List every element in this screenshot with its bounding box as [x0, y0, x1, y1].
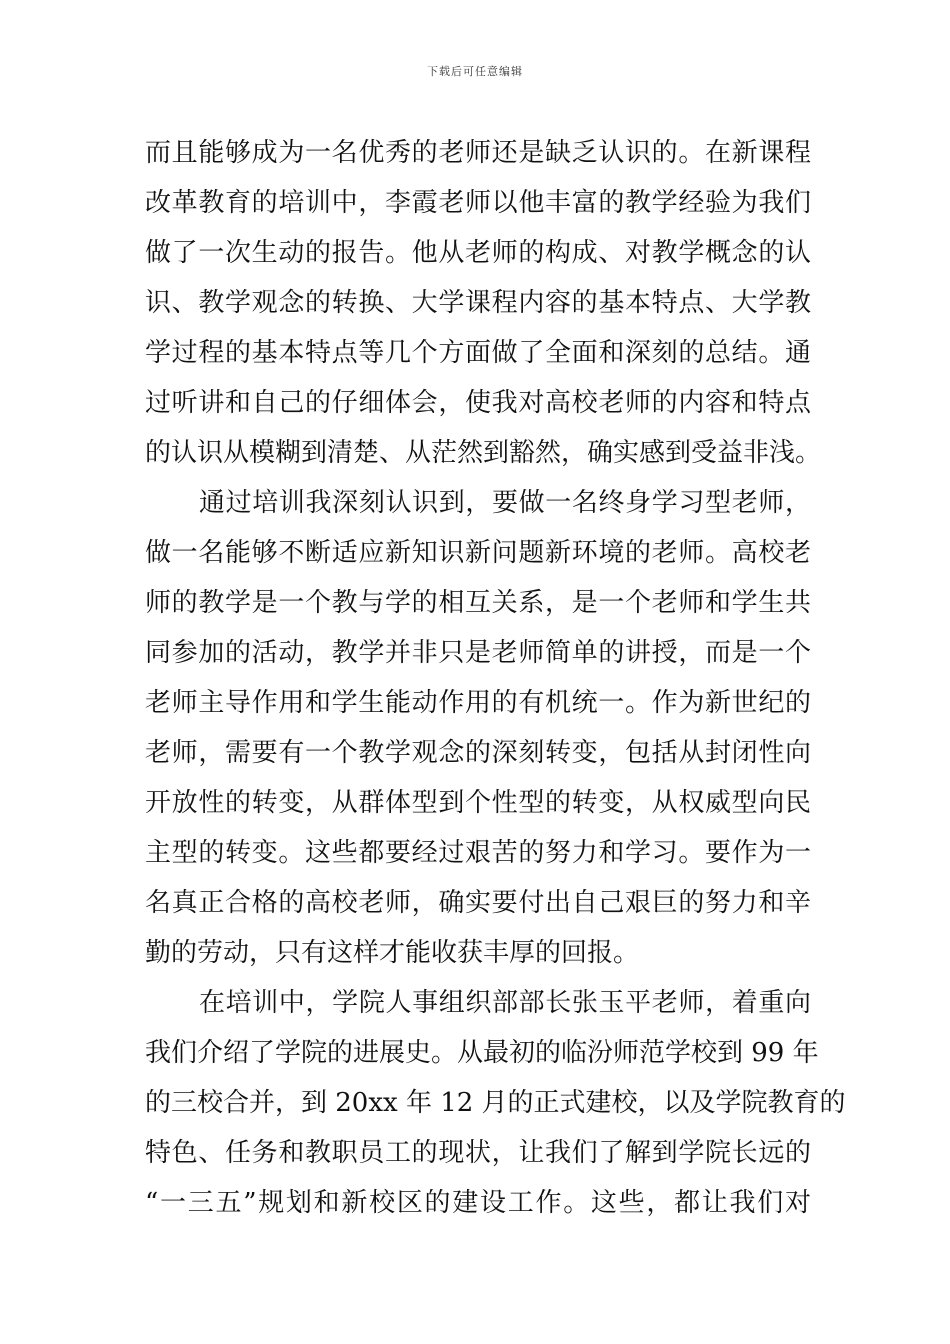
- text-line: 学过程的基本特点等几个方面做了全面和深刻的总结。通: [145, 338, 811, 368]
- text-line: 特色、任务和教职员工的现状，让我们了解到学院长远的: [145, 1138, 811, 1168]
- text-line: 名真正合格的高校老师，确实要付出自己艰巨的努力和辛: [145, 888, 811, 918]
- page-header: 下载后可任意编辑: [427, 65, 523, 78]
- text-line: 做了一次生动的报告。他从老师的构成、对教学概念的认: [145, 238, 811, 268]
- text-line: 我们介绍了学院的进展史。从最初的临汾师范学校到 99 年: [145, 1038, 819, 1068]
- text-line: 开放性的转变，从群体型到个性型的转变，从权威型向民: [145, 788, 811, 818]
- text-line: 而且能够成为一名优秀的老师还是缺乏认识的。在新课程: [145, 138, 811, 168]
- text-line: 主型的转变。这些都要经过艰苦的努力和学习。要作为一: [145, 838, 811, 868]
- text-line: 在培训中，学院人事组织部部长张玉平老师，着重向: [199, 988, 811, 1018]
- text-line: 通过培训我深刻认识到，要做一名终身学习型老师，: [199, 488, 811, 518]
- text-line: 识、教学观念的转换、大学课程内容的基本特点、大学教: [145, 288, 811, 318]
- text-line: 老师主导作用和学生能动作用的有机统一。作为新世纪的: [145, 688, 811, 718]
- text-line: 改革教育的培训中，李霞老师以他丰富的教学经验为我们: [145, 188, 811, 218]
- text-line: “一三五”规划和新校区的建设工作。这些，都让我们对: [145, 1188, 811, 1218]
- text-line: 同参加的活动，教学并非只是老师简单的讲授，而是一个: [145, 638, 811, 668]
- text-line: 做一名能够不断适应新知识新问题新环境的老师。高校老: [145, 538, 811, 568]
- text-line: 勤的劳动，只有这样才能收获丰厚的回报。: [145, 938, 640, 968]
- body-text: [145, 128, 846, 1228]
- text-line: 的三校合并，到 20xx 年 12 月的正式建校，以及学院教育的: [145, 1088, 846, 1118]
- text-line: 的认识从模糊到清楚、从茫然到豁然，确实感到受益非浅。: [145, 438, 822, 468]
- text-line: 过听讲和自己的仔细体会，使我对高校老师的内容和特点: [145, 388, 811, 418]
- text-line: 老师，需要有一个教学观念的深刻转变，包括从封闭性向: [145, 738, 811, 768]
- text-line: 师的教学是一个教与学的相互关系，是一个老师和学生共: [145, 588, 811, 618]
